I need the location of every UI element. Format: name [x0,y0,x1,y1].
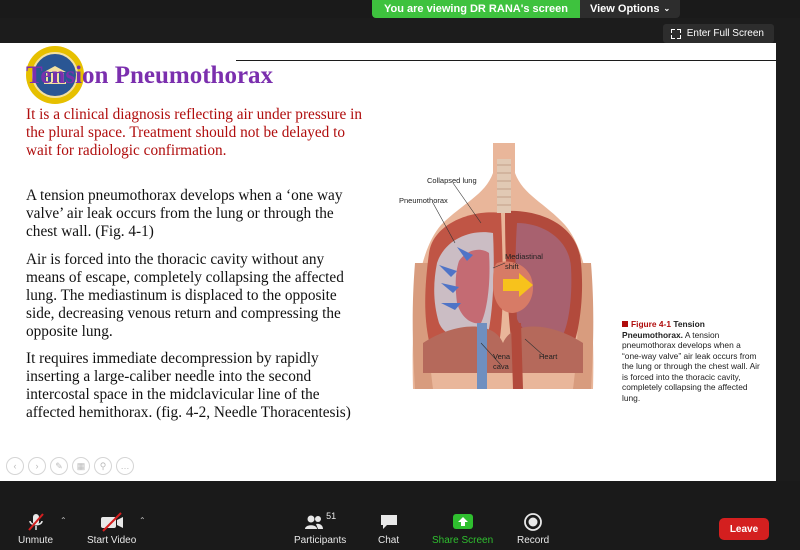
viewing-indicator [372,0,680,18]
label-mediastinal: Mediastinal [505,252,543,261]
participants-count: 51 [326,511,337,521]
chat-label: Chat [378,535,400,546]
participants-label: Participants [294,535,347,546]
more-icon[interactable]: … [116,457,134,475]
record-icon [523,512,543,532]
share-screen-label: Share Screen [432,535,494,546]
zoom-icon[interactable]: ⚲ [94,457,112,475]
muted-microphone-icon [25,511,47,533]
caption-body: A tension pneumothorax develops when a “one-way valve” air leak occurs from the lung or through the chest wall. Air is forced into the thoracic cavity, completely collapsing the affected lung. [622,329,760,403]
video-options-caret-icon[interactable]: ⌃ [139,516,146,525]
pen-icon[interactable]: ✎ [50,457,68,475]
enter-full-screen-button[interactable] [663,24,774,43]
figure-caption [622,319,762,403]
leave-button[interactable]: Leave [719,518,769,540]
start-video-label: Start Video [87,535,137,546]
slide-paragraph: It requires immediate decompression by rapidly inserting a large-caliber needle into the second intercostal space in the midclavicular line of the affected hemithorax. (fig. 4-2, Needle Thoracentesis) [26,350,351,421]
shared-slide [0,43,776,481]
start-video-button[interactable] [87,511,136,546]
tension-pneumothorax-illustration [393,143,613,389]
view-options-label: View Options [589,3,660,15]
chevron-down-icon: ⌄ [663,4,671,13]
enter-full-screen-label: Enter Full Screen [686,28,764,39]
slide-paragraph: A tension pneumothorax develops when a ‘one way valve’ air leak occurs from the lung or through the chest wall. (Fig. 4-1) [26,187,343,240]
fullscreen-icon [671,29,681,39]
view-options-button[interactable] [580,0,680,18]
audio-options-caret-icon[interactable]: ⌃ [60,516,67,525]
label-heart: Heart [539,352,558,361]
slides-grid-icon[interactable]: ▦ [72,457,90,475]
meeting-toolbar [0,481,800,550]
chat-icon [379,513,399,531]
slide-title: Tension Pneumothorax [26,62,274,89]
record-label: Record [517,535,550,546]
participants-button[interactable] [294,511,346,546]
share-screen-button[interactable] [432,511,493,546]
slide-top-rule [236,60,776,61]
label-collapsed-lung: Collapsed lung [427,176,477,185]
viewing-text: You are viewing DR RANA's screen [372,0,580,18]
slide-annotation-tools [6,457,134,475]
prev-slide-icon[interactable]: ‹ [6,457,24,475]
label-pneumothorax: Pneumothorax [399,196,448,205]
slide-lead-text: It is a clinical diagnosis reflecting air under pressure in the plural space. Treatment should not be delayed to wait for radiologic confirmation. [26,106,362,159]
participants-icon [304,513,324,531]
next-slide-icon[interactable]: › [28,457,46,475]
caption-figure-number: Figure 4-1 [631,319,672,329]
unmute-button[interactable] [18,511,53,546]
share-screen-icon [452,513,474,531]
chat-button[interactable] [378,511,399,546]
unmute-label: Unmute [18,535,54,546]
label-vena: Vena [493,352,511,361]
label-cava: cava [493,362,509,371]
caption-title: Tension Pneumothorax. [622,319,705,340]
video-off-icon [99,511,125,533]
label-shift: shift [505,262,519,271]
record-button[interactable] [517,511,549,546]
slide-paragraph: Air is forced into the thoracic cavity without any means of escape, completely collapsing the affected lung. The mediastinum is displaced to the opposite side, decreasing venous return and compressing the opposite lung. [26,251,344,340]
caption-marker [622,321,628,327]
